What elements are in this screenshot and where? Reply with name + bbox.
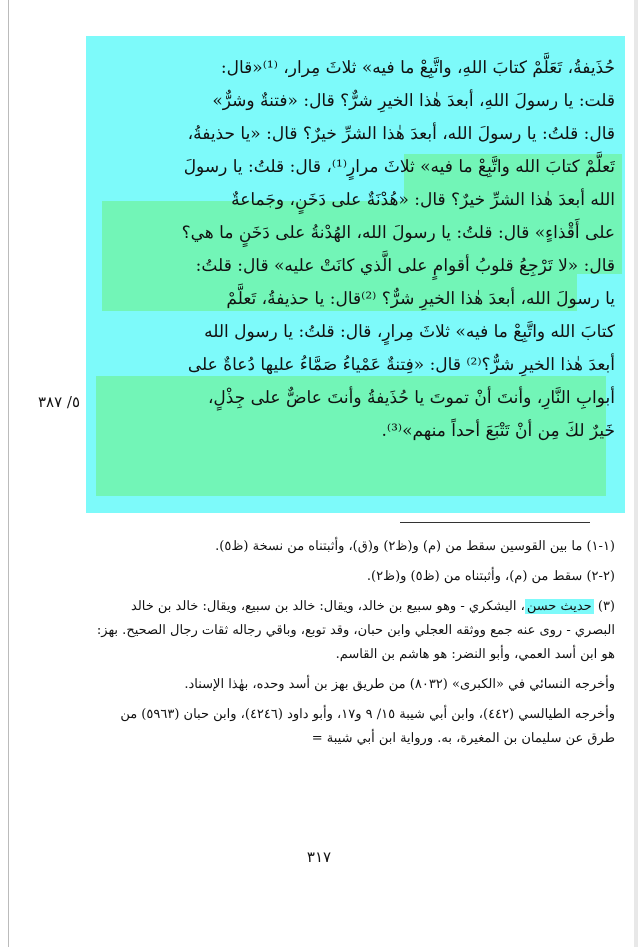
footnote-1: (١-١) ما بين القوسين سقط من (م) و(ظ٢) و(ق)، وأثبتناه من نسخة (ظ٥). (215, 539, 615, 554)
text-line: أبعدَ هٰذا الخيرِ شرٌّ؟⁽²⁾ قال: «فِتنةٌ عَمْياءُ صَمَّاءُ عليها دُعاةٌ على (187, 355, 615, 375)
text-line: أبوابِ النَّارِ، وأنتَ أنْ تموتَ يا حُذَيفةُ وأنتَ عاضٌّ على جِذْلٍ، (207, 388, 615, 408)
text-line: الله أبعدَ هٰذا الشرِّ خيرٌ؟ قال: «هُدْنَةٌ على دَخَنٍ، وجَماعةٌ (231, 190, 615, 210)
hadith-text (100, 52, 615, 448)
margin-reference: ٥/ ٣٨٧ (37, 393, 81, 411)
text-line: حُذَيفةُ، تَعَلَّمْ كتابَ اللهِ، واتَّبِعْ ما فيه» ثلاثَ مِرار، ⁽¹⁾«قال: (220, 58, 615, 78)
footnote-3-highlight: حديث حسن (526, 599, 592, 614)
page-edge-left (8, 0, 9, 947)
text-line: يا رسولَ الله، أبعدَ هٰذا الخيرِ شرٌّ؟ ⁽²⁾قال: يا حذيفةُ، تَعلَّمْ (226, 289, 615, 309)
footnote-3 (95, 595, 615, 667)
text-line: خَيرٌ لكَ مِن أنْ تَتْبَعَ أحداً منهم»⁽³⁾. (381, 421, 615, 441)
page-number: ٣١٧ (306, 848, 332, 866)
footnote-5: وأخرجه الطيالسي (٤٤٢)، وابن أبي شيبة ١٥/ ٩ و١٧، وأبو داود (٤٢٤٦)، وابن حبان (٥٩٦٣) من طرق عن سليمان بن المغيرة، به. ورواية ابن أبي شيبة = (120, 707, 615, 746)
text-line: قال: «لا تَرْجِعُ قلوبُ أقوامٍ على الَّذي كانَتْ عليه» قال: قلتُ: (195, 256, 615, 276)
footnote-divider (400, 522, 590, 523)
page-edge-right (634, 0, 638, 947)
text-line: قلت: يا رسولَ اللهِ، أبعدَ هٰذا الخيرِ شرٌّ؟ قال: «فتنةٌ وشرٌّ» (212, 91, 615, 111)
text-line: قال: قلتُ: يا رسولَ الله، أبعدَ هٰذا الشرِّ خيرٌ؟ قال: «يا حذيفةُ، (187, 124, 615, 144)
text-line: تَعلَّمْ كتابَ الله واتَّبِعْ ما فيه» ثلاثَ مرارٍ⁽¹⁾، قال: قلتُ: يا رسولَ (183, 157, 615, 177)
footnote-3-text: ، اليشكري - وهو سبيع بن خالد، ويقال: خالد بن سبيع، ويقال: خالد بن خالد البصري - روى عنه جمع ووثقه العجلي وابن حبان، وقد توبع، وباقي رجاله ثقات رجال الصحيح. بهز: هو ابن أسد العمي، وأبو النضر: هو هاشم بن القاسم. (96, 599, 615, 662)
footnote-2: (٢-٢) سقط من (م)، وأثبتناه من (ظ٥) و(ظ٢). (366, 569, 615, 584)
text-line: كتابَ الله واتَّبِعْ ما فيه» ثلاثَ مِرارٍ، قال: قلتُ: يا رسول الله (204, 322, 615, 342)
footnotes (95, 535, 615, 757)
text-line: على أَقْذاءٍ» قال: قلتُ: يا رسولَ الله، الهُدْنةُ على دَخَنٍ ما هي؟ (181, 223, 615, 243)
footnote-3-number: (٣) (597, 599, 615, 614)
footnote-4: وأخرجه النسائي في «الكبرى» (٨٠٣٢) من طريق بهز بن أسد وحده، بهٰذا الإسناد. (184, 677, 615, 692)
